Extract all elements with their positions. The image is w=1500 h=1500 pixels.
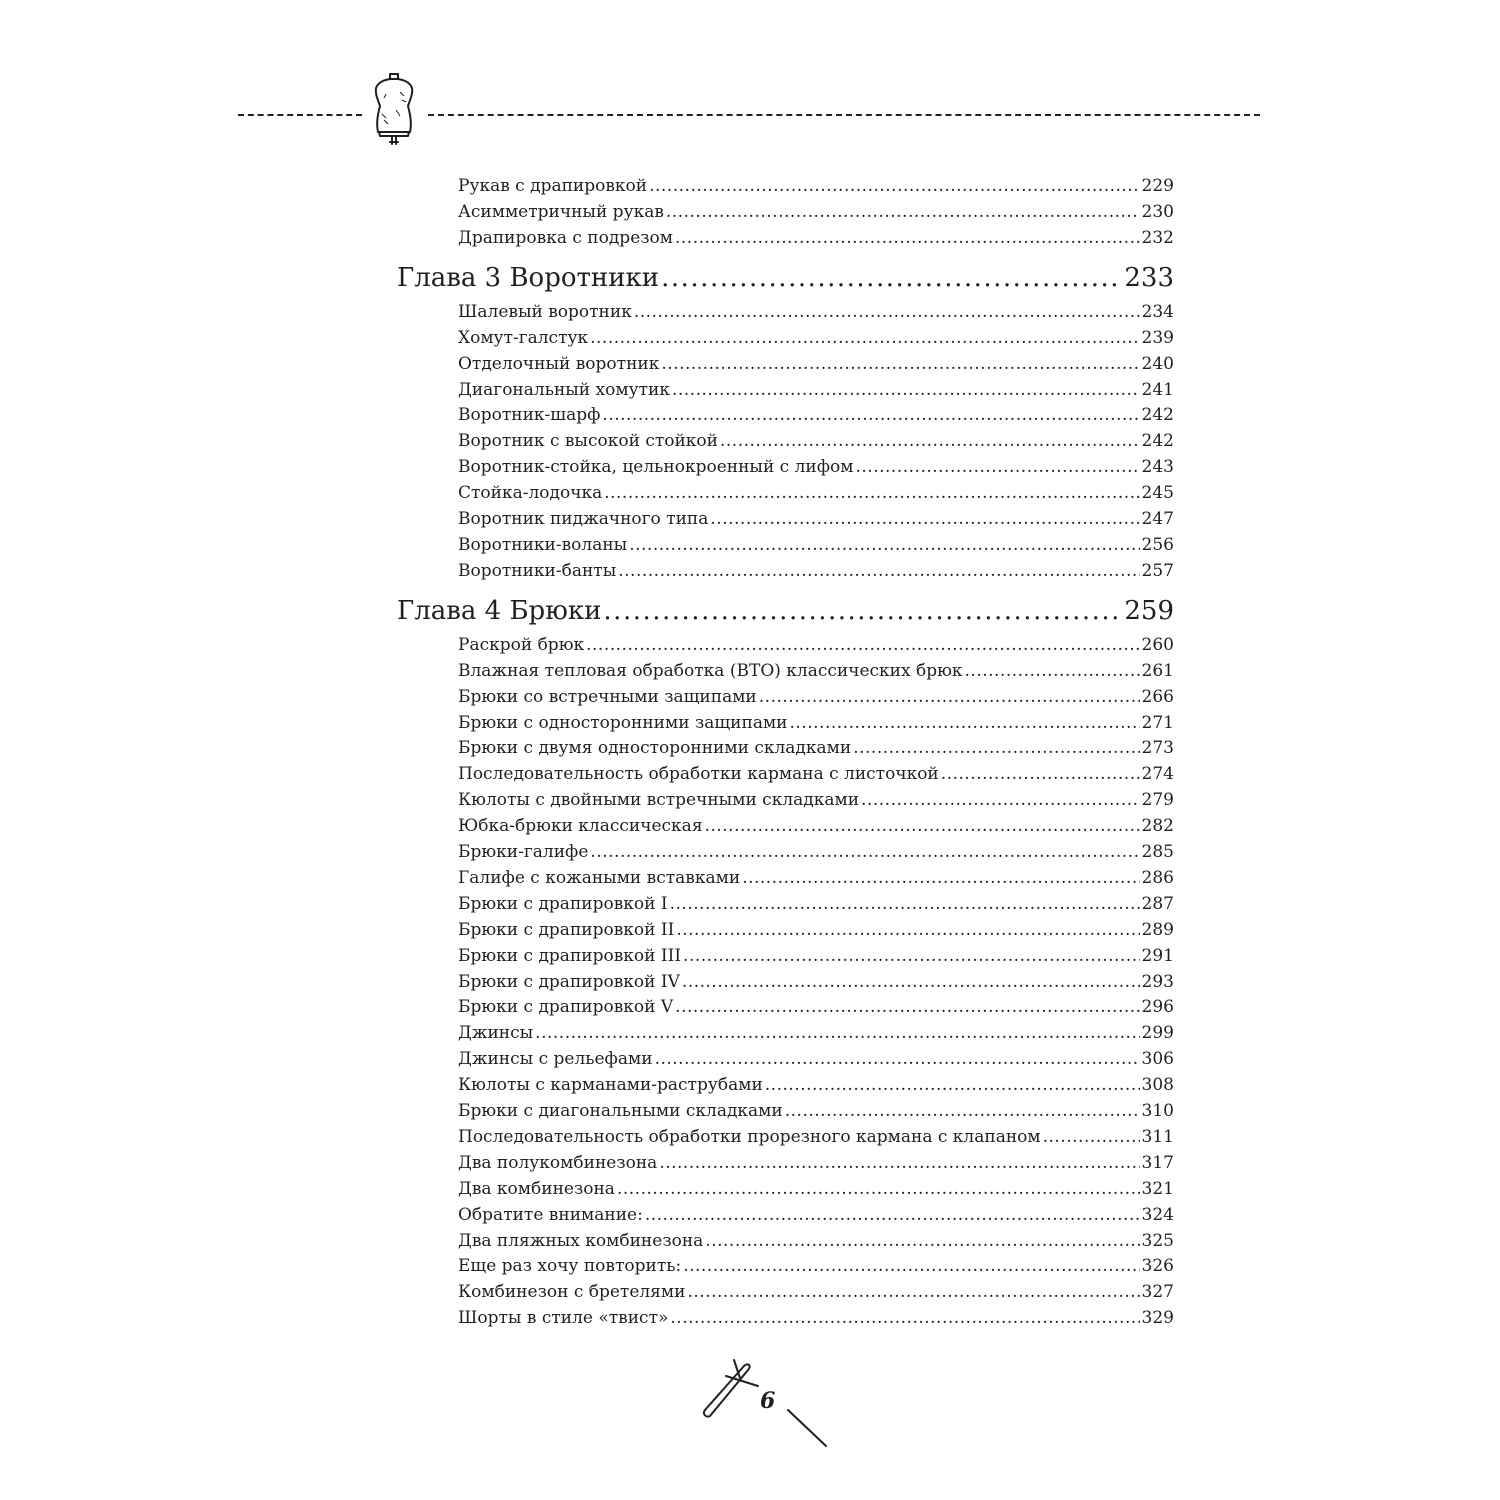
- toc-entry: [458, 174, 1174, 198]
- toc-entry: [458, 403, 1174, 427]
- toc-title: Брюки с драпировкой III: [458, 945, 682, 966]
- toc-page-number: 293: [1141, 971, 1174, 992]
- toc-title: Воротник-стойка, цельнокроенный с лифом: [458, 457, 854, 478]
- toc-entry: [458, 1177, 1174, 1201]
- toc-page-number: 289: [1141, 919, 1174, 940]
- toc-entry: [458, 507, 1174, 531]
- toc-leader-dots: [670, 1306, 1139, 1330]
- toc-title: Воротник-шарф: [458, 405, 601, 426]
- toc-entry: [458, 711, 1174, 735]
- toc-leader-dots: [586, 633, 1139, 657]
- toc-leader-dots: [602, 403, 1139, 427]
- toc-entry: [458, 814, 1174, 838]
- toc-entry: [458, 762, 1174, 786]
- toc-title: Джинсы с рельефами: [458, 1049, 653, 1070]
- toc-leader-dots: [649, 174, 1139, 198]
- page-number: 6: [760, 1388, 776, 1414]
- toc-page-number: 327: [1141, 1282, 1174, 1303]
- toc-title: Драпировка с подрезом: [458, 227, 673, 248]
- toc-leader-dots: [1043, 1125, 1140, 1149]
- toc-title: Последовательность обработки кармана с листочкой: [458, 764, 939, 785]
- toc-title: Последовательность обработки прорезного кармана с клапаном: [458, 1126, 1041, 1147]
- toc-title: Воротники-воланы: [458, 534, 628, 555]
- toc-chapter: [397, 262, 1174, 294]
- toc-title: Два пляжных комбинезона: [458, 1230, 704, 1251]
- toc-title: Комбинезон с бретелями: [458, 1282, 686, 1303]
- toc-entry: [458, 300, 1174, 324]
- toc-page-number: 296: [1141, 997, 1174, 1018]
- toc-title: Брюки с драпировкой V: [458, 997, 674, 1018]
- toc-title: Брюки со встречными защипами: [458, 686, 757, 707]
- toc-entry: [458, 533, 1174, 557]
- toc-title: Асимметричный рукав: [458, 201, 664, 222]
- toc-entry: [458, 1099, 1174, 1123]
- toc-page-number: 308: [1141, 1075, 1174, 1096]
- toc-entry: [458, 1280, 1174, 1304]
- toc-leader-dots: [675, 226, 1140, 250]
- dress-form-icon: [366, 70, 422, 146]
- toc-title: Два комбинезона: [458, 1178, 615, 1199]
- toc-entry: [458, 1254, 1174, 1278]
- toc-title: Брюки с драпировкой I: [458, 893, 668, 914]
- toc-leader-dots: [603, 595, 1122, 627]
- toc-leader-dots: [683, 944, 1140, 968]
- toc-page-number: 230: [1141, 201, 1174, 222]
- toc-page-number: 247: [1141, 509, 1174, 529]
- toc-leader-dots: [604, 481, 1139, 505]
- toc-page-number: 325: [1141, 1230, 1174, 1251]
- toc-page-number: 242: [1141, 405, 1174, 426]
- toc-title: Обратите внимание:: [458, 1204, 643, 1225]
- toc-title: Глава 4 Брюки: [397, 595, 602, 626]
- toc-title: Отделочный воротник: [458, 353, 660, 374]
- toc-leader-dots: [941, 762, 1140, 786]
- toc-entry: [458, 892, 1174, 916]
- toc-page-number: 299: [1141, 1023, 1174, 1044]
- toc-entry: [458, 1021, 1174, 1045]
- toc-leader-dots: [670, 892, 1140, 916]
- toc-title: Шалевый воротник: [458, 301, 632, 322]
- toc-entry: [458, 944, 1174, 968]
- toc-leader-dots: [590, 326, 1139, 350]
- toc-leader-dots: [861, 788, 1140, 812]
- toc-leader-dots: [618, 559, 1139, 583]
- toc-leader-dots: [705, 1229, 1139, 1253]
- toc-entry: [458, 1073, 1174, 1097]
- toc-leader-dots: [675, 995, 1139, 1019]
- toc-title: Кюлоты с карманами-раструбами: [458, 1075, 763, 1096]
- toc-leader-dots: [720, 429, 1140, 453]
- toc-entry: [458, 1151, 1174, 1175]
- toc-page-number: 273: [1141, 738, 1174, 759]
- toc-title: Глава 3 Воротники: [397, 262, 660, 293]
- toc-page-number: 261: [1141, 660, 1174, 681]
- toc-entry: [458, 1229, 1174, 1253]
- toc-entry: [458, 633, 1174, 657]
- toc-leader-dots: [655, 1047, 1140, 1071]
- footer-slash-icon: [786, 1408, 828, 1448]
- toc-entry: [458, 995, 1174, 1019]
- toc-leader-dots: [661, 262, 1122, 294]
- toc-title: Стойка-лодочка: [458, 483, 603, 504]
- toc-page-number: 256: [1141, 534, 1174, 555]
- toc-title: Раскрой брюк: [458, 634, 585, 655]
- toc-title: Шорты в стиле «твист»: [458, 1308, 669, 1329]
- toc-page-number: 274: [1141, 764, 1174, 785]
- toc-page-number: 310: [1141, 1101, 1174, 1121]
- toc-title: Юбка-брюки классическая: [458, 816, 703, 837]
- toc-title: Кюлоты с двойными встречными складками: [458, 790, 860, 811]
- toc-entry: [458, 840, 1174, 864]
- toc-entry: [458, 1047, 1174, 1071]
- toc-page-number: 285: [1141, 842, 1174, 862]
- toc-leader-dots: [765, 1073, 1140, 1097]
- toc-page-number: 326: [1141, 1256, 1174, 1277]
- toc-page-number: 329: [1141, 1308, 1174, 1329]
- toc-entry: [458, 918, 1174, 942]
- toc-page-number: 241: [1141, 379, 1174, 400]
- toc-entry: [458, 559, 1174, 583]
- toc-leader-dots: [710, 507, 1139, 531]
- header-rule-right: [428, 114, 1260, 116]
- toc-title: Воротник пиджачного типа: [458, 509, 709, 529]
- toc-entry: [458, 481, 1174, 505]
- toc-title: Диагональный хомутик: [458, 379, 670, 400]
- toc-page-number: 291: [1141, 945, 1174, 966]
- toc-leader-dots: [705, 814, 1140, 838]
- toc-leader-dots: [617, 1177, 1140, 1201]
- toc-entry: [458, 970, 1174, 994]
- toc-page-number: 317: [1141, 1152, 1174, 1173]
- toc-page-number: 321: [1141, 1178, 1174, 1199]
- toc-entry: [458, 1125, 1174, 1149]
- toc-page-number: 245: [1141, 483, 1174, 504]
- toc-title: Хомут-галстук: [458, 327, 589, 348]
- toc-entry: [458, 352, 1174, 376]
- toc-title: Брюки с диагональными складками: [458, 1101, 783, 1121]
- toc-entry: [458, 1203, 1174, 1227]
- toc-title: Воротники-банты: [458, 560, 617, 581]
- toc-page-number: 282: [1141, 816, 1174, 837]
- toc-title: Брюки с двумя односторонними складками: [458, 738, 852, 759]
- toc-entry: [458, 788, 1174, 812]
- toc-leader-dots: [687, 1280, 1139, 1304]
- toc-page-number: 257: [1141, 560, 1174, 581]
- toc-leader-dots: [965, 659, 1140, 683]
- toc-leader-dots: [856, 455, 1140, 479]
- toc-page-number: 306: [1141, 1049, 1174, 1070]
- toc-leader-dots: [672, 378, 1140, 402]
- toc-title: Два полукомбинезона: [458, 1152, 658, 1173]
- toc-leader-dots: [661, 352, 1139, 376]
- toc-leader-dots: [535, 1021, 1139, 1045]
- toc-page-number: 234: [1141, 301, 1174, 322]
- toc-title: Брюки с драпировкой IV: [458, 971, 680, 992]
- toc-page-number: 240: [1141, 353, 1174, 374]
- toc-entry: [458, 200, 1174, 224]
- toc-page-number: 232: [1141, 227, 1174, 248]
- toc-leader-dots: [629, 533, 1139, 557]
- toc-page-number: 287: [1141, 893, 1174, 914]
- toc-page-number: 279: [1141, 790, 1174, 811]
- toc-leader-dots: [785, 1099, 1140, 1123]
- toc-leader-dots: [645, 1203, 1140, 1227]
- toc-page-number: 243: [1141, 457, 1174, 478]
- toc-page-number: 229: [1141, 176, 1174, 196]
- toc-page-number: 271: [1141, 712, 1174, 733]
- toc-title: Брюки-галифе: [458, 842, 589, 862]
- header-rule-left: [238, 114, 362, 116]
- toc-entry: [458, 455, 1174, 479]
- toc-entry: [458, 226, 1174, 250]
- toc-page-number: 260: [1141, 634, 1174, 655]
- toc-page-number: 259: [1124, 595, 1174, 626]
- toc-title: Брюки с односторонними защипами: [458, 712, 788, 733]
- toc-page-number: 239: [1141, 327, 1174, 348]
- toc-title: Рукав с драпировкой: [458, 176, 648, 196]
- toc-page-number: 311: [1141, 1126, 1174, 1147]
- toc-leader-dots: [634, 300, 1140, 324]
- toc-entry: [458, 429, 1174, 453]
- toc-leader-dots: [590, 840, 1139, 864]
- toc-entry: [458, 378, 1174, 402]
- toc-leader-dots: [790, 711, 1140, 735]
- toc-title: Джинсы: [458, 1023, 534, 1044]
- toc-title: Еще раз хочу повторить:: [458, 1256, 682, 1277]
- toc-title: Воротник с высокой стойкой: [458, 431, 718, 452]
- toc-leader-dots: [682, 970, 1140, 994]
- toc-page-number: 233: [1124, 262, 1174, 293]
- toc-page-number: 324: [1141, 1204, 1174, 1225]
- toc-title: Брюки с драпировкой II: [458, 919, 675, 940]
- toc-entry: [458, 1306, 1174, 1330]
- toc-leader-dots: [659, 1151, 1139, 1175]
- toc-leader-dots: [759, 685, 1140, 709]
- toc-title: Влажная тепловая обработка (ВТО) классических брюк: [458, 660, 963, 681]
- toc-leader-dots: [676, 918, 1139, 942]
- toc-entry: [458, 659, 1174, 683]
- toc-entry: [458, 736, 1174, 760]
- toc-leader-dots: [742, 866, 1139, 890]
- toc-leader-dots: [666, 200, 1140, 224]
- toc-entry: [458, 326, 1174, 350]
- toc-leader-dots: [683, 1254, 1139, 1278]
- toc-page-number: 286: [1141, 867, 1174, 888]
- toc-entry: [458, 866, 1174, 890]
- toc-chapter: [397, 595, 1174, 627]
- toc-title: Галифе с кожаными вставками: [458, 867, 741, 888]
- toc-page-number: 266: [1141, 686, 1174, 707]
- needle-icon: [696, 1356, 766, 1426]
- toc-page-number: 242: [1141, 431, 1174, 452]
- toc-entry: [458, 685, 1174, 709]
- toc-leader-dots: [853, 736, 1139, 760]
